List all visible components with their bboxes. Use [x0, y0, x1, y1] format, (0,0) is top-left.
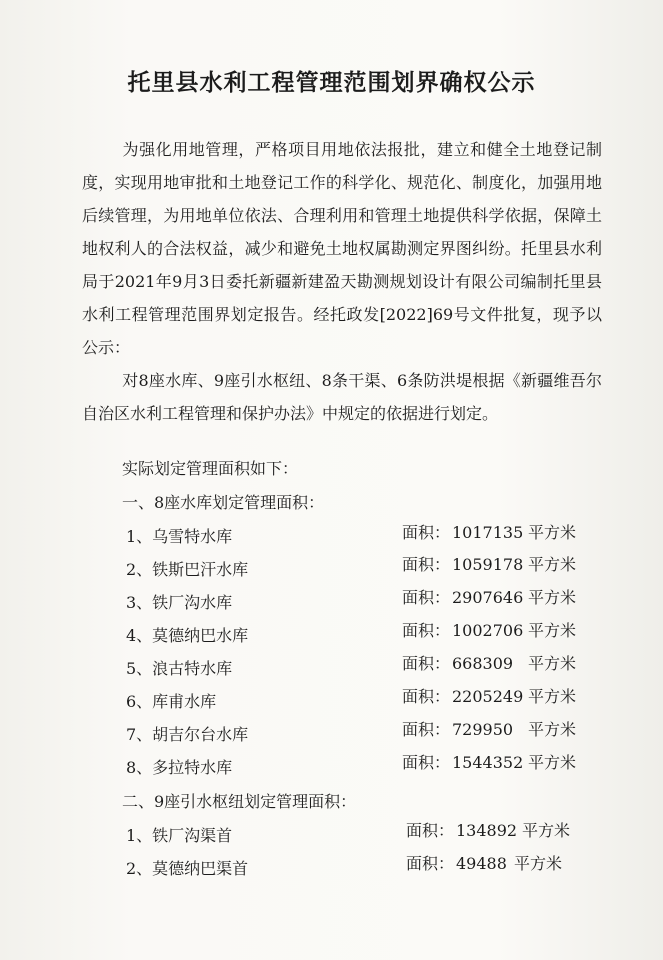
item-name: 8、多拉特水库	[126, 758, 233, 777]
area-unit: 平方米	[528, 588, 577, 607]
item-name: 4、莫德纳巴水库	[126, 626, 249, 645]
area-value: 2205249	[452, 687, 524, 706]
item-name: 2、铁斯巴汗水库	[126, 560, 249, 579]
document-title: 托里县水利工程管理范围划界确权公示	[127, 70, 536, 96]
item-name: 5、浪古特水库	[126, 659, 233, 678]
item-area	[402, 684, 576, 707]
area-label: 面积：	[406, 821, 455, 840]
item-area	[402, 651, 576, 674]
item-area	[402, 750, 576, 773]
area-value: 2907646	[452, 588, 524, 607]
area-label: 面积：	[406, 854, 455, 873]
area-unit: 平方米	[528, 720, 577, 739]
item-area	[402, 585, 576, 608]
area-value: 49488	[456, 854, 507, 873]
item-name: 7、胡吉尔台水库	[126, 725, 249, 744]
section1-heading: 一、8座水库划定管理面积：	[122, 493, 325, 512]
section2-heading: 二、9座引水枢纽划定管理面积：	[122, 792, 357, 811]
area-label: 面积：	[402, 523, 451, 542]
area-label: 面积：	[402, 720, 451, 739]
area-unit: 平方米	[522, 821, 571, 840]
item-name: 3、铁厂沟水库	[126, 593, 233, 612]
area-label: 面积：	[402, 654, 451, 673]
area-value: 668309	[452, 654, 514, 673]
basis-paragraph-text: 对8座水库、9座引水枢纽、8条干渠、6条防洪堤根据《新疆维吾尔自治区水利工程管理和保护办法》中规定的依据进行划定。	[82, 371, 602, 423]
area-unit: 平方米	[528, 654, 577, 673]
area-label: 面积：	[402, 588, 451, 607]
area-value: 1544352	[452, 753, 524, 772]
item-area	[402, 618, 576, 641]
area-label: 面积：	[402, 687, 451, 706]
item-area	[406, 851, 562, 874]
area-value: 134892	[456, 821, 518, 840]
item-area	[402, 717, 576, 740]
area-intro: 实际划定管理面积如下：	[122, 459, 299, 478]
item-name: 6、库甫水库	[126, 692, 217, 711]
area-value: 729950	[452, 720, 514, 739]
area-value: 1017135	[452, 523, 524, 542]
area-unit: 平方米	[528, 753, 577, 772]
item-area	[402, 520, 576, 543]
basis-paragraph	[82, 364, 602, 430]
area-unit: 平方米	[528, 621, 577, 640]
intro-paragraph	[82, 133, 602, 364]
area-value: 1059178	[452, 555, 524, 574]
area-label: 面积：	[402, 555, 451, 574]
item-name: 1、铁厂沟渠首	[126, 826, 233, 845]
area-unit: 平方米	[528, 687, 577, 706]
area-unit: 平方米	[528, 523, 577, 542]
item-name: 1、乌雪特水库	[126, 527, 233, 546]
area-unit: 平方米	[528, 555, 577, 574]
item-area	[406, 818, 570, 841]
item-name: 2、莫德纳巴渠首	[126, 859, 249, 878]
area-unit: 平方米	[514, 854, 563, 873]
area-value: 1002706	[452, 621, 524, 640]
area-label: 面积：	[402, 621, 451, 640]
intro-paragraph-text: 为强化用地管理，严格项目用地依法报批，建立和健全土地登记制度，实现用地审批和土地登记工作的科学化、规范化、制度化，加强用地后续管理，为用地单位依法、合理利用和管理土地提供科学依据，保障土地权利人的合法权益，减少和避免土地权属勘测定界图纠纷。托里县水利局于2021年9月3日委托新疆新建盈天勘测规划设计有限公司编制托里县水利工程管理范围界划定报告。经托政发[2022]69号文件批复，现予以公示：	[82, 140, 602, 357]
item-area	[402, 552, 576, 575]
area-label: 面积：	[402, 753, 451, 772]
